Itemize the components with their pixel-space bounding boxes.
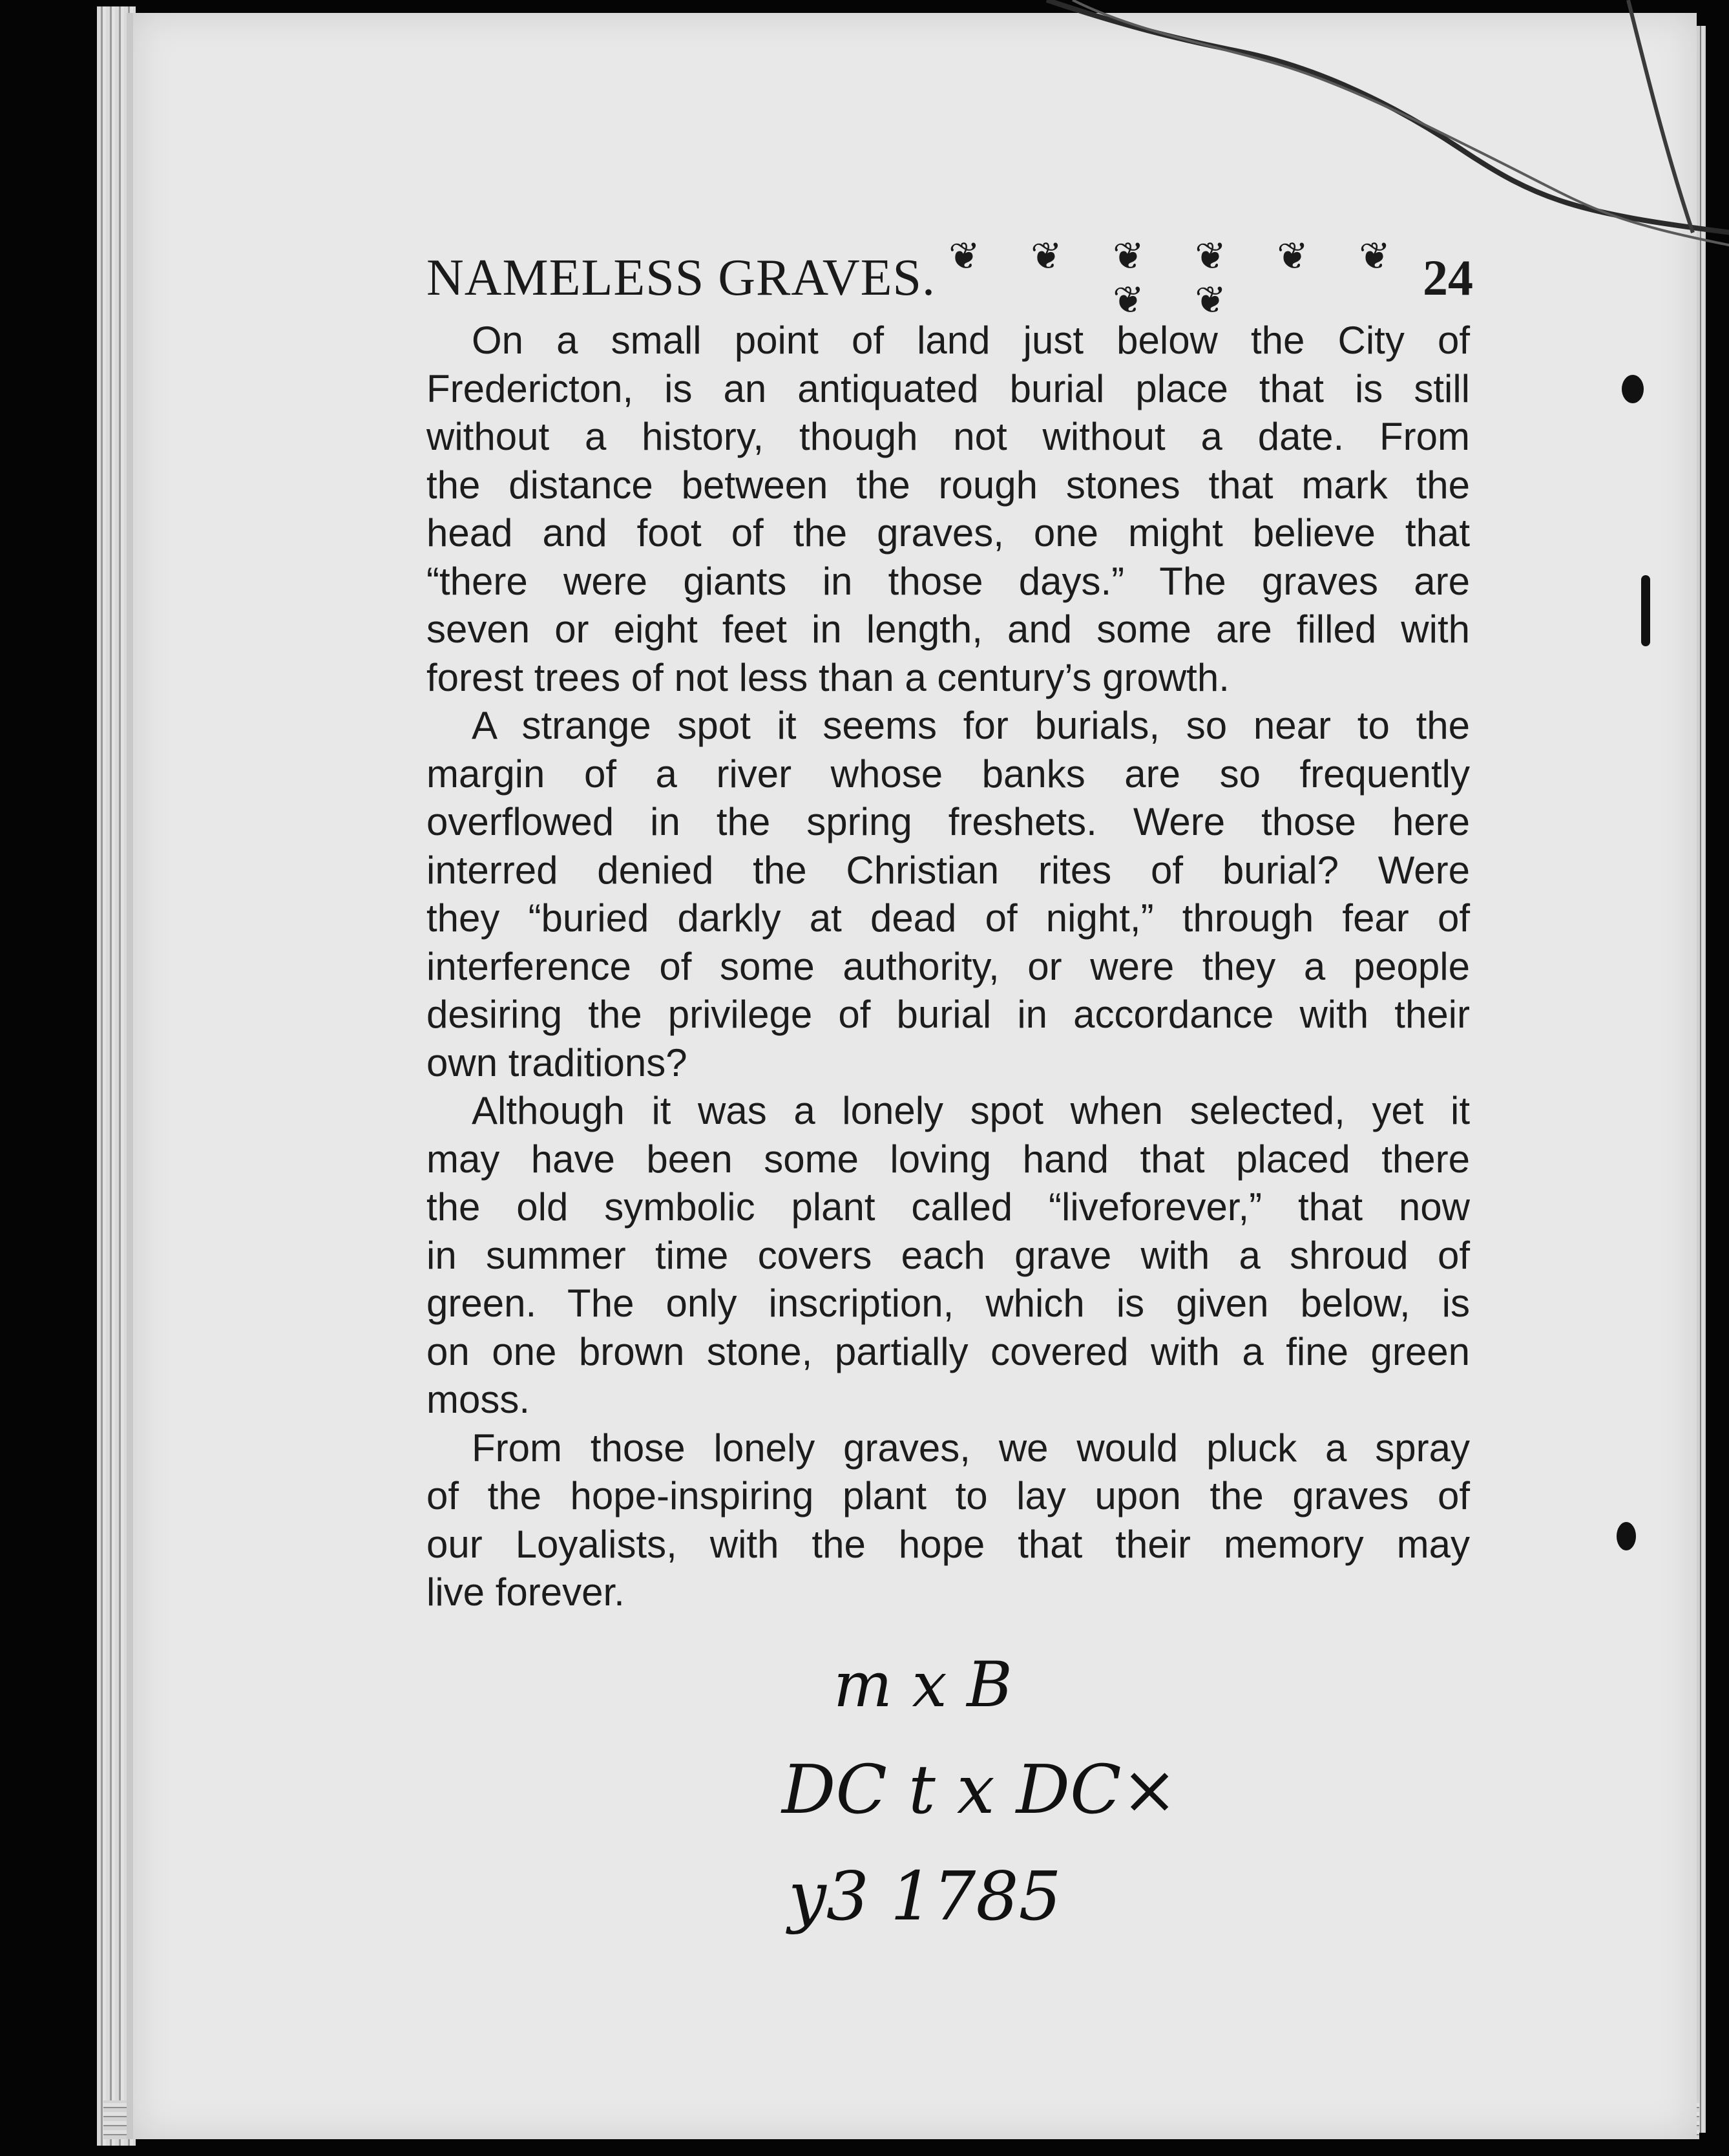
page-number: 24 xyxy=(1423,249,1473,306)
text-line: without a history, though not without a date. From xyxy=(426,415,1470,458)
ornament-row: ❦ ❦ ❦ ❦ ❦ ❦ ❦ ❦ xyxy=(948,234,1410,322)
text-line: on one brown stone, partially covered with a fine green xyxy=(426,1329,1470,1373)
text-line: A strange spot it seems for burials, so near to the xyxy=(472,704,1470,747)
binding-hole xyxy=(1641,575,1650,646)
text-line: the old symbolic plant called “liveforever,” that now xyxy=(426,1185,1470,1229)
running-header xyxy=(426,234,1473,322)
binding-string xyxy=(1047,0,1729,271)
article-body xyxy=(426,317,1470,1617)
binding-hole xyxy=(1622,375,1644,403)
text-line: they “buried darkly at dead of night,” through fear of xyxy=(426,896,1470,940)
text-line: head and foot of the graves, one might believe that xyxy=(426,511,1470,555)
text-line: overflowed in the spring freshets. Were those here xyxy=(426,800,1470,843)
binding-hole xyxy=(1617,1522,1636,1550)
text-line: of the hope-inspiring plant to lay upon the graves of xyxy=(426,1474,1470,1517)
text-line: “there were giants in those days.” The graves are xyxy=(426,559,1470,603)
text-line: Although it was a lonely spot when selected, yet it xyxy=(472,1089,1470,1132)
chapter-title: NAMELESS GRAVES. xyxy=(426,249,936,306)
text-line: in summer time covers each grave with a shroud of xyxy=(426,1233,1470,1277)
text-line: On a small point of land just below the City of xyxy=(472,319,1470,362)
text-line: seven or eight feet in length, and some are filled with xyxy=(426,608,1470,651)
text-line: may have been some loving hand that placed there xyxy=(426,1137,1470,1181)
text-line: interred denied the Christian rites of burial? Were xyxy=(426,848,1470,892)
text-line: moss. xyxy=(426,1378,530,1421)
text-line: our Loyalists, with the hope that their memory may xyxy=(426,1522,1470,1566)
inscription-line-2: DC t x DC× xyxy=(782,1750,1178,1829)
gravestone-inscription xyxy=(762,1635,1253,1939)
inscription-line-3: y3 1785 xyxy=(788,1857,1062,1936)
text-line: forest trees of not less than a century’s growth. xyxy=(426,655,1230,699)
text-line: own traditions? xyxy=(426,1041,687,1084)
inscription-line-1: m x B xyxy=(833,1649,1012,1721)
text-line: the distance between the rough stones that mark the xyxy=(426,463,1470,507)
text-line: From those lonely graves, we would pluck a spray xyxy=(472,1426,1470,1470)
text-line: interference of some authority, or were they a people xyxy=(426,944,1470,988)
text-line: live forever. xyxy=(426,1570,625,1614)
text-line: margin of a river whose banks are so frequently xyxy=(426,752,1470,796)
text-line: green. The only inscription, which is given below, is xyxy=(426,1282,1470,1325)
text-line: desiring the privilege of burial in accordance with their xyxy=(426,993,1470,1036)
text-line: Fredericton, is an antiquated burial place that is still xyxy=(426,366,1470,410)
